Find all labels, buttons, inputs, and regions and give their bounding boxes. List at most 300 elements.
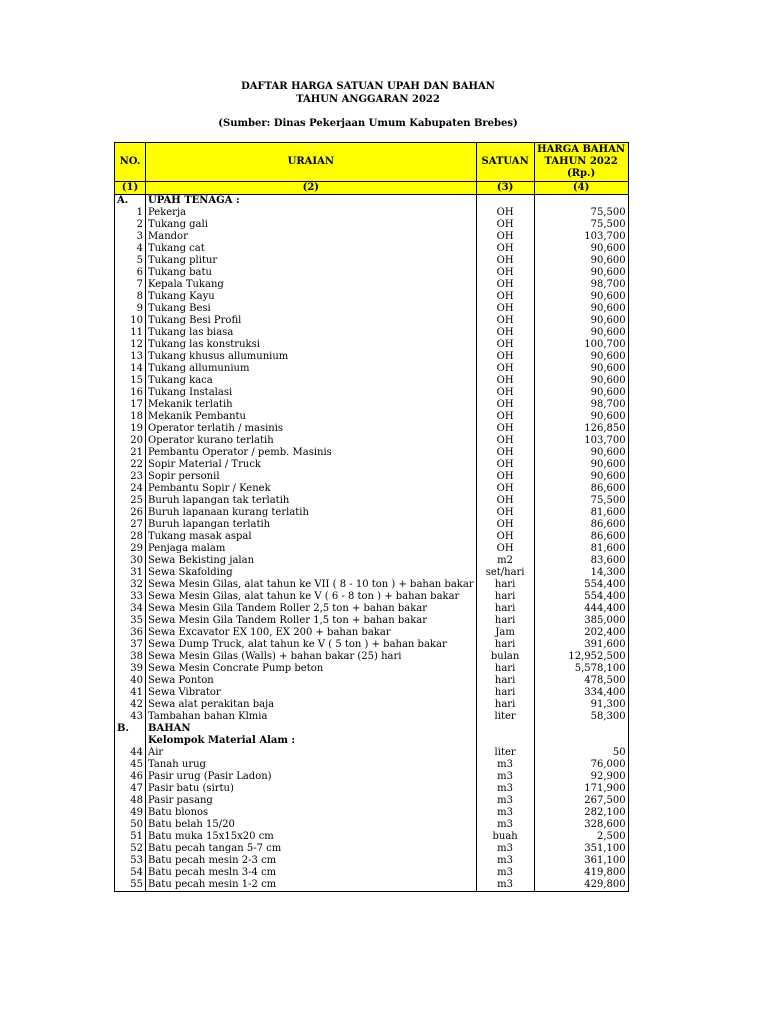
table-row bbox=[115, 303, 629, 315]
cell-harga: 98,700 bbox=[534, 399, 628, 411]
cell-no: 6 bbox=[115, 267, 146, 279]
table-row bbox=[115, 255, 629, 267]
table-row bbox=[115, 279, 629, 291]
table-row bbox=[115, 219, 629, 231]
cell-uraian: UPAH TENAGA : bbox=[146, 195, 477, 208]
cell-uraian: Mekanik terlatih bbox=[146, 399, 477, 411]
cell-uraian: Operator terlatih / masinis bbox=[146, 423, 477, 435]
col-number-4: (4) bbox=[534, 182, 628, 195]
cell-satuan: OH bbox=[476, 363, 534, 375]
cell-uraian: Tukang Besi bbox=[146, 303, 477, 315]
table-row bbox=[115, 543, 629, 555]
cell-no: 42 bbox=[115, 699, 146, 711]
cell-uraian: Tukang allumunium bbox=[146, 363, 477, 375]
cell-satuan: hari bbox=[476, 615, 534, 627]
cell-uraian: Buruh lapangan terlatih bbox=[146, 519, 477, 531]
cell-harga: 419,800 bbox=[534, 867, 628, 879]
cell-uraian: Sewa alat perakitan baja bbox=[146, 699, 477, 711]
cell-harga: 2,500 bbox=[534, 831, 628, 843]
cell-satuan: OH bbox=[476, 327, 534, 339]
cell-uraian: Batu pecah tangan 5-7 cm bbox=[146, 843, 477, 855]
cell-harga: 86,600 bbox=[534, 519, 628, 531]
cell-uraian: Operator kurano terlatih bbox=[146, 435, 477, 447]
table-row bbox=[115, 651, 629, 663]
cell-uraian: Pembantu Operator / pemb. Masinis bbox=[146, 447, 477, 459]
cell-satuan: liter bbox=[476, 747, 534, 759]
cell-no: 15 bbox=[115, 375, 146, 387]
table-row bbox=[115, 675, 629, 687]
table-row bbox=[115, 867, 629, 879]
cell-satuan: OH bbox=[476, 459, 534, 471]
table-row bbox=[115, 819, 629, 831]
cell-no: 4 bbox=[115, 243, 146, 255]
cell-uraian: BAHAN bbox=[146, 723, 477, 735]
cell-satuan: OH bbox=[476, 543, 534, 555]
cell-no: 38 bbox=[115, 651, 146, 663]
header-satuan: SATUAN bbox=[476, 143, 534, 182]
table-row bbox=[115, 495, 629, 507]
cell-harga: 361,100 bbox=[534, 855, 628, 867]
cell-harga: 351,100 bbox=[534, 843, 628, 855]
cell-harga: 90,600 bbox=[534, 267, 628, 279]
cell-no: 3 bbox=[115, 231, 146, 243]
cell-no: 27 bbox=[115, 519, 146, 531]
cell-harga: 90,600 bbox=[534, 291, 628, 303]
cell-no: 16 bbox=[115, 387, 146, 399]
cell-harga: 75,500 bbox=[534, 207, 628, 219]
cell-no: 1 bbox=[115, 207, 146, 219]
column-number-row bbox=[115, 182, 629, 195]
table-row bbox=[115, 591, 629, 603]
cell-satuan: OH bbox=[476, 435, 534, 447]
cell-no: 51 bbox=[115, 831, 146, 843]
cell-uraian: Batu pecah mesin 2-3 cm bbox=[146, 855, 477, 867]
cell-no: 25 bbox=[115, 495, 146, 507]
cell-no: 52 bbox=[115, 843, 146, 855]
cell-harga: 90,600 bbox=[534, 411, 628, 423]
cell-satuan bbox=[476, 723, 534, 735]
cell-uraian: Batu pecah mesln 3-4 cm bbox=[146, 867, 477, 879]
cell-harga: 12,952,500 bbox=[534, 651, 628, 663]
cell-satuan: m3 bbox=[476, 795, 534, 807]
cell-satuan: OH bbox=[476, 315, 534, 327]
cell-satuan: OH bbox=[476, 207, 534, 219]
table-row bbox=[115, 399, 629, 411]
col-number-1: (1) bbox=[115, 182, 146, 195]
cell-uraian: Sopir personil bbox=[146, 471, 477, 483]
cell-satuan: OH bbox=[476, 291, 534, 303]
cell-satuan: m3 bbox=[476, 819, 534, 831]
cell-uraian: Sewa Mesin Gilas, alat tahun ke VII ( 8 - 10 ton ) + bahan bakar bbox=[146, 579, 477, 591]
cell-harga: 83,600 bbox=[534, 555, 628, 567]
cell-harga: 90,600 bbox=[534, 375, 628, 387]
cell-no: 10 bbox=[115, 315, 146, 327]
cell-uraian: Tukang plitur bbox=[146, 255, 477, 267]
cell-harga: 14,300 bbox=[534, 567, 628, 579]
cell-uraian: Tukang khusus allumunium bbox=[146, 351, 477, 363]
cell-uraian: Buruh lapanaan kurang terlatih bbox=[146, 507, 477, 519]
cell-uraian: Air bbox=[146, 747, 477, 759]
cell-uraian: Tukang las biasa bbox=[146, 327, 477, 339]
cell-harga: 391,600 bbox=[534, 639, 628, 651]
cell-harga: 98,700 bbox=[534, 279, 628, 291]
cell-uraian: Tukang Instalasi bbox=[146, 387, 477, 399]
cell-uraian: Pembantu Sopir / Kenek bbox=[146, 483, 477, 495]
cell-harga bbox=[534, 195, 628, 208]
table-row bbox=[115, 555, 629, 567]
table-row bbox=[115, 639, 629, 651]
table-row bbox=[115, 507, 629, 519]
cell-satuan: m3 bbox=[476, 807, 534, 819]
cell-harga: 478,500 bbox=[534, 675, 628, 687]
table-row bbox=[115, 231, 629, 243]
cell-harga: 100,700 bbox=[534, 339, 628, 351]
cell-uraian: Sewa Excavator EX 100, EX 200 + bahan bakar bbox=[146, 627, 477, 639]
table-row bbox=[115, 387, 629, 399]
table-row bbox=[115, 267, 629, 279]
cell-no: 19 bbox=[115, 423, 146, 435]
cell-uraian: Pasir batu (sirtu) bbox=[146, 783, 477, 795]
cell-uraian: Sewa Mesin Concrate Pump beton bbox=[146, 663, 477, 675]
table-row bbox=[115, 855, 629, 867]
table-row bbox=[115, 519, 629, 531]
cell-uraian: Sewa Skafolding bbox=[146, 567, 477, 579]
table-header-row bbox=[115, 143, 629, 182]
cell-harga: 90,600 bbox=[534, 303, 628, 315]
cell-harga: 92,900 bbox=[534, 771, 628, 783]
cell-satuan: OH bbox=[476, 411, 534, 423]
table-row bbox=[115, 615, 629, 627]
cell-harga: 90,600 bbox=[534, 459, 628, 471]
table-row bbox=[115, 363, 629, 375]
cell-uraian: Sopir Material / Truck bbox=[146, 459, 477, 471]
cell-uraian: Pekerja bbox=[146, 207, 477, 219]
cell-satuan: OH bbox=[476, 483, 534, 495]
cell-satuan: m3 bbox=[476, 879, 534, 892]
cell-no: 21 bbox=[115, 447, 146, 459]
cell-satuan: m3 bbox=[476, 759, 534, 771]
cell-satuan: hari bbox=[476, 687, 534, 699]
cell-harga: 91,300 bbox=[534, 699, 628, 711]
table-row bbox=[115, 783, 629, 795]
document-title: DAFTAR HARGA SATUAN UPAH DAN BAHAN bbox=[241, 81, 495, 92]
cell-satuan: OH bbox=[476, 507, 534, 519]
cell-uraian: Penjaga malam bbox=[146, 543, 477, 555]
cell-uraian: Batu belah 15/20 bbox=[146, 819, 477, 831]
cell-satuan: m2 bbox=[476, 555, 534, 567]
table-row bbox=[115, 699, 629, 711]
table-row bbox=[115, 747, 629, 759]
cell-satuan: OH bbox=[476, 219, 534, 231]
table-row bbox=[115, 795, 629, 807]
cell-harga: 126,850 bbox=[534, 423, 628, 435]
table-row bbox=[115, 831, 629, 843]
cell-uraian: Batu blonos bbox=[146, 807, 477, 819]
cell-uraian: Kelompok Material Alam : bbox=[146, 735, 477, 747]
cell-no: 11 bbox=[115, 327, 146, 339]
cell-no: 44 bbox=[115, 747, 146, 759]
cell-harga: 554,400 bbox=[534, 579, 628, 591]
table-row bbox=[115, 687, 629, 699]
cell-uraian: Tukang kaca bbox=[146, 375, 477, 387]
cell-satuan: m3 bbox=[476, 855, 534, 867]
cell-satuan: OH bbox=[476, 399, 534, 411]
cell-harga: 5,578,100 bbox=[534, 663, 628, 675]
table-row bbox=[115, 531, 629, 543]
cell-no: 24 bbox=[115, 483, 146, 495]
cell-satuan: OH bbox=[476, 495, 534, 507]
table-row bbox=[115, 375, 629, 387]
cell-harga: 267,500 bbox=[534, 795, 628, 807]
cell-uraian: Tanah urug bbox=[146, 759, 477, 771]
cell-satuan: OH bbox=[476, 231, 534, 243]
cell-uraian: Batu pecah mesin 1-2 cm bbox=[146, 879, 477, 892]
cell-no: 32 bbox=[115, 579, 146, 591]
cell-uraian: Sewa Bekisting jalan bbox=[146, 555, 477, 567]
cell-uraian: Pasir urug (Pasir Ladon) bbox=[146, 771, 477, 783]
cell-uraian: Tukang cat bbox=[146, 243, 477, 255]
cell-uraian: Sewa Mesin Gila Tandem Roller 1,5 ton + bahan bakar bbox=[146, 615, 477, 627]
cell-harga: 202,400 bbox=[534, 627, 628, 639]
cell-satuan: OH bbox=[476, 303, 534, 315]
table-row bbox=[115, 567, 629, 579]
cell-satuan: hari bbox=[476, 675, 534, 687]
cell-uraian: Sewa Mesin Gila Tandem Roller 2,5 ton + bahan bakar bbox=[146, 603, 477, 615]
cell-uraian: Sewa Ponton bbox=[146, 675, 477, 687]
cell-harga: 90,600 bbox=[534, 387, 628, 399]
col-number-3: (3) bbox=[476, 182, 534, 195]
cell-no: A. bbox=[115, 195, 146, 208]
cell-satuan: set/hari bbox=[476, 567, 534, 579]
table-row bbox=[115, 579, 629, 591]
cell-satuan: OH bbox=[476, 375, 534, 387]
cell-satuan bbox=[476, 735, 534, 747]
table-row bbox=[115, 471, 629, 483]
cell-no: 22 bbox=[115, 459, 146, 471]
cell-no: 49 bbox=[115, 807, 146, 819]
cell-harga: 90,600 bbox=[534, 255, 628, 267]
cell-satuan: OH bbox=[476, 279, 534, 291]
price-table bbox=[114, 142, 629, 892]
cell-no: 14 bbox=[115, 363, 146, 375]
cell-no: 7 bbox=[115, 279, 146, 291]
cell-no: 26 bbox=[115, 507, 146, 519]
table-row bbox=[115, 627, 629, 639]
cell-uraian: Pasir pasang bbox=[146, 795, 477, 807]
cell-no: 55 bbox=[115, 879, 146, 892]
table-row bbox=[115, 423, 629, 435]
cell-satuan bbox=[476, 195, 534, 208]
table-row bbox=[115, 771, 629, 783]
cell-no: 8 bbox=[115, 291, 146, 303]
cell-satuan: hari bbox=[476, 699, 534, 711]
table-row bbox=[115, 351, 629, 363]
table-row bbox=[115, 663, 629, 675]
header-harga: HARGA BAHAN TAHUN 2022 (Rp.) bbox=[534, 143, 628, 182]
cell-harga: 76,000 bbox=[534, 759, 628, 771]
header-no: NO. bbox=[115, 143, 146, 182]
cell-harga: 103,700 bbox=[534, 231, 628, 243]
cell-satuan: bulan bbox=[476, 651, 534, 663]
cell-no: B. bbox=[115, 723, 146, 735]
cell-harga: 81,600 bbox=[534, 543, 628, 555]
cell-satuan: m3 bbox=[476, 867, 534, 879]
cell-harga: 90,600 bbox=[534, 471, 628, 483]
cell-uraian: Tambahan bahan Klmia bbox=[146, 711, 477, 723]
cell-uraian: Mekanik Pembantu bbox=[146, 411, 477, 423]
cell-satuan: liter bbox=[476, 711, 534, 723]
cell-harga: 429,800 bbox=[534, 879, 628, 892]
cell-satuan: OH bbox=[476, 351, 534, 363]
cell-uraian: Sewa Dump Truck, alat tahun ke V ( 5 ton ) + bahan bakar bbox=[146, 639, 477, 651]
table-row bbox=[115, 807, 629, 819]
cell-satuan: m3 bbox=[476, 783, 534, 795]
cell-no: 35 bbox=[115, 615, 146, 627]
cell-harga: 334,400 bbox=[534, 687, 628, 699]
cell-uraian: Tukang las konstruksi bbox=[146, 339, 477, 351]
cell-no: 20 bbox=[115, 435, 146, 447]
cell-uraian: Buruh lapangan tak terlatih bbox=[146, 495, 477, 507]
col-number-2: (2) bbox=[146, 182, 477, 195]
cell-satuan: OH bbox=[476, 255, 534, 267]
table-row bbox=[115, 759, 629, 771]
cell-no: 40 bbox=[115, 675, 146, 687]
cell-satuan: m3 bbox=[476, 843, 534, 855]
cell-satuan: Jam bbox=[476, 627, 534, 639]
cell-harga: 90,600 bbox=[534, 327, 628, 339]
cell-no: 45 bbox=[115, 759, 146, 771]
cell-uraian: Batu muka 15x15x20 cm bbox=[146, 831, 477, 843]
table-row bbox=[115, 435, 629, 447]
cell-no: 46 bbox=[115, 771, 146, 783]
cell-satuan: OH bbox=[476, 387, 534, 399]
table-row bbox=[115, 843, 629, 855]
cell-no: 13 bbox=[115, 351, 146, 363]
cell-harga: 75,500 bbox=[534, 219, 628, 231]
cell-harga: 90,600 bbox=[534, 315, 628, 327]
cell-harga: 282,100 bbox=[534, 807, 628, 819]
section-row bbox=[115, 735, 629, 747]
cell-no: 17 bbox=[115, 399, 146, 411]
cell-satuan: hari bbox=[476, 639, 534, 651]
cell-harga: 81,600 bbox=[534, 507, 628, 519]
table-row bbox=[115, 459, 629, 471]
cell-uraian: Mandor bbox=[146, 231, 477, 243]
cell-uraian: Tukang Kayu bbox=[146, 291, 477, 303]
cell-harga bbox=[534, 735, 628, 747]
cell-no: 12 bbox=[115, 339, 146, 351]
cell-no bbox=[115, 735, 146, 747]
cell-uraian: Sewa Vibrator bbox=[146, 687, 477, 699]
cell-harga: 90,600 bbox=[534, 243, 628, 255]
table-row bbox=[115, 291, 629, 303]
section-row bbox=[115, 195, 629, 208]
cell-uraian: Kepala Tukang bbox=[146, 279, 477, 291]
cell-no: 43 bbox=[115, 711, 146, 723]
cell-no: 2 bbox=[115, 219, 146, 231]
header-uraian: URAIAN bbox=[146, 143, 477, 182]
cell-satuan: OH bbox=[476, 243, 534, 255]
cell-satuan: OH bbox=[476, 471, 534, 483]
cell-harga: 90,600 bbox=[534, 363, 628, 375]
cell-harga: 444,400 bbox=[534, 603, 628, 615]
cell-no: 29 bbox=[115, 543, 146, 555]
cell-satuan: buah bbox=[476, 831, 534, 843]
cell-satuan: hari bbox=[476, 579, 534, 591]
table-row bbox=[115, 603, 629, 615]
cell-no: 48 bbox=[115, 795, 146, 807]
cell-satuan: OH bbox=[476, 423, 534, 435]
cell-harga: 554,400 bbox=[534, 591, 628, 603]
cell-satuan: hari bbox=[476, 603, 534, 615]
cell-no: 9 bbox=[115, 303, 146, 315]
cell-uraian: Sewa Mesin Gilas, alat tahun ke V ( 6 - 8 ton ) + bahan bakar bbox=[146, 591, 477, 603]
cell-harga: 103,700 bbox=[534, 435, 628, 447]
cell-uraian: Sewa Mesin Gilas (Walls) + bahan bakar (25) hari bbox=[146, 651, 477, 663]
table-row bbox=[115, 711, 629, 723]
table-row bbox=[115, 483, 629, 495]
cell-harga: 75,500 bbox=[534, 495, 628, 507]
cell-no: 30 bbox=[115, 555, 146, 567]
cell-harga: 90,600 bbox=[534, 351, 628, 363]
cell-no: 47 bbox=[115, 783, 146, 795]
section-row bbox=[115, 723, 629, 735]
cell-no: 54 bbox=[115, 867, 146, 879]
cell-no: 41 bbox=[115, 687, 146, 699]
document-source: (Sumber: Dinas Pekerjaan Umum Kabupaten Brebes) bbox=[218, 118, 518, 129]
cell-no: 34 bbox=[115, 603, 146, 615]
cell-uraian: Tukang Besi Profil bbox=[146, 315, 477, 327]
cell-no: 39 bbox=[115, 663, 146, 675]
table-row bbox=[115, 315, 629, 327]
table-row bbox=[115, 411, 629, 423]
cell-no: 50 bbox=[115, 819, 146, 831]
cell-satuan: hari bbox=[476, 591, 534, 603]
table-row bbox=[115, 339, 629, 351]
cell-satuan: OH bbox=[476, 531, 534, 543]
cell-satuan: hari bbox=[476, 663, 534, 675]
cell-uraian: Tukang masak aspal bbox=[146, 531, 477, 543]
table-row bbox=[115, 447, 629, 459]
cell-harga: 58,300 bbox=[534, 711, 628, 723]
cell-harga: 385,000 bbox=[534, 615, 628, 627]
table-row bbox=[115, 879, 629, 892]
cell-no: 31 bbox=[115, 567, 146, 579]
table-row bbox=[115, 327, 629, 339]
cell-satuan: OH bbox=[476, 267, 534, 279]
cell-harga: 328,600 bbox=[534, 819, 628, 831]
cell-satuan: m3 bbox=[476, 771, 534, 783]
cell-harga bbox=[534, 723, 628, 735]
cell-harga: 50 bbox=[534, 747, 628, 759]
cell-no: 5 bbox=[115, 255, 146, 267]
cell-uraian: Tukang gali bbox=[146, 219, 477, 231]
cell-no: 23 bbox=[115, 471, 146, 483]
cell-harga: 86,600 bbox=[534, 483, 628, 495]
cell-no: 28 bbox=[115, 531, 146, 543]
cell-no: 37 bbox=[115, 639, 146, 651]
cell-harga: 90,600 bbox=[534, 447, 628, 459]
cell-harga: 171,900 bbox=[534, 783, 628, 795]
cell-no: 18 bbox=[115, 411, 146, 423]
cell-no: 53 bbox=[115, 855, 146, 867]
cell-satuan: OH bbox=[476, 339, 534, 351]
table-row bbox=[115, 207, 629, 219]
cell-no: 33 bbox=[115, 591, 146, 603]
cell-satuan: OH bbox=[476, 519, 534, 531]
table-row bbox=[115, 243, 629, 255]
cell-uraian: Tukang batu bbox=[146, 267, 477, 279]
